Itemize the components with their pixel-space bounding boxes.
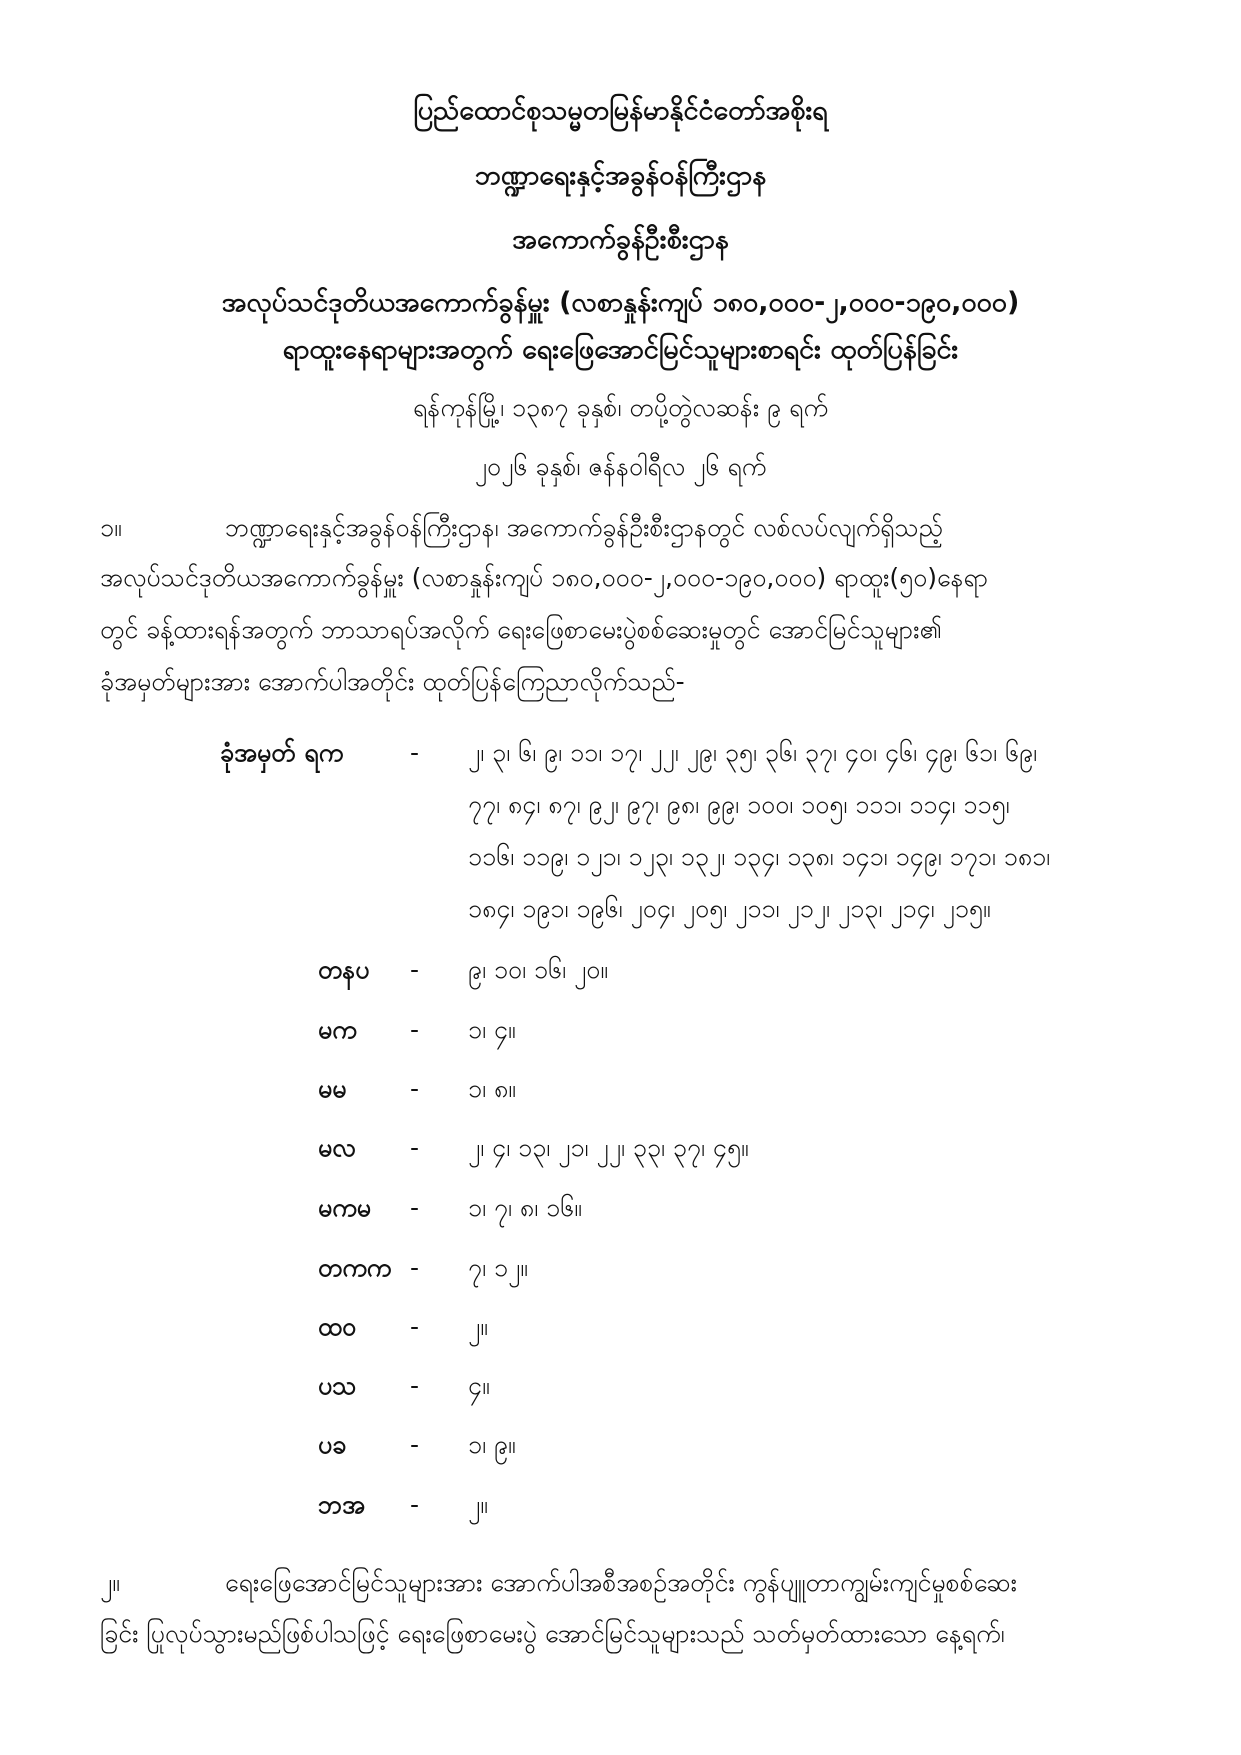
seat-row <box>0 1307 1241 1347</box>
header-position: အလုပ်သင်ဒုတိယအကောက်ခွန်မှူး (လစာနှုန်းကျပ် ၁၈၀,၀၀၀-၂,၀၀၀-၁၉၀,၀၀၀) <box>221 287 1020 318</box>
seat-row-numbers: ၁၊ ၈။ <box>468 1074 516 1103</box>
date-myanmar: ရန်ကုန်မြို့၊ ၁၃၈၇ ခုနှစ်၊ တပို့တွဲလဆန်း ၉ ရက် <box>413 393 828 422</box>
seat-row-label: မမ <box>318 1074 347 1103</box>
seat-row-dash: - <box>410 738 420 767</box>
seat-row-numbers: ၁၈၄၊ ၁၉၁၊ ၁၉၆၊ ၂၀၄၊ ၂၀၅၊ ၂၁၁၊ ၂၁၂၊ ၂၁၃၊ ၂၁၄၊ ၂၁၅။ <box>468 894 991 923</box>
seat-row-numbers: ၁၁၆၊ ၁၁၉၊ ၁၂၁၊ ၁၂၃၊ ၁၃၂၊ ၁၃၄၊ ၁၃၈၊ ၁၄၁၊ ၁၄၉၊ ၁၇၁၊ ၁၈၁၊ <box>468 842 1051 871</box>
seat-row-dash: - <box>410 1133 420 1162</box>
seat-row-numbers: ၉၊ ၁၀၊ ၁၆၊ ၂၀။ <box>468 955 608 984</box>
seat-row <box>0 950 1241 990</box>
seat-row-numbers: ၇၊ ၁၂။ <box>468 1253 528 1282</box>
seat-row-dash: - <box>410 1430 420 1459</box>
date-gregorian: ၂၀၂၆ ခုနှစ်၊ ဇန်နဝါရီလ ၂၆ ရက် <box>474 452 767 481</box>
para1-line3: တွင် ခန့်ထားရန်အတွက် ဘာသာရပ်အလိုက် ရေးဖြေစာမေးပွဲစစ်ဆေးမှုတွင် အောင်မြင်သူများ၏ <box>100 615 942 644</box>
seat-row <box>0 785 1241 825</box>
seat-row-dash: - <box>410 1193 420 1222</box>
seat-row <box>0 1425 1241 1465</box>
para1-number: ၁။ <box>100 513 122 542</box>
seat-row-label: မက <box>318 1015 357 1044</box>
seat-row-numbers: ၁၊ ၇၊ ၈၊ ၁၆။ <box>468 1193 582 1222</box>
seat-row-numbers: ၂၊ ၄၊ ၁၃၊ ၂၁၊ ၂၂၊ ၃၃၊ ၃၇၊ ၄၅။ <box>468 1133 749 1162</box>
para1-line1 <box>100 508 1152 548</box>
seat-row <box>0 1248 1241 1288</box>
seat-row <box>0 1366 1241 1406</box>
seat-row-dash: - <box>410 955 420 984</box>
seat-row-numbers: ၇၇၊ ၈၄၊ ၈၇၊ ၉၂၊ ၉၇၊ ၉၈၊ ၉၉၊ ၁၀၀၊ ၁၀၅၊ ၁၁၁၊ ၁၁၄၊ ၁၁၅၊ <box>468 790 1010 819</box>
seat-row-label: မလ <box>318 1133 356 1162</box>
seat-row-dash: - <box>410 1253 420 1282</box>
header-announcement-title: ရာထူးနေရာများအတွက် ရေးဖြေအောင်မြင်သူများစာရင်း ထုတ်ပြန်ခြင်း <box>282 334 959 365</box>
para2-line1-text: ရေးဖြေအောင်မြင်သူများအား အောက်ပါအစီအစဉ်အတိုင်း ကွန်ပျူတာကျွမ်းကျင်မှုစစ်ဆေး <box>225 1568 1017 1597</box>
seat-row-label: တကက <box>318 1253 392 1282</box>
seat-row <box>0 733 1241 773</box>
para2-line1 <box>100 1563 1152 1603</box>
seat-row-label: တနပ <box>318 955 370 984</box>
seat-row-dash: - <box>410 1015 420 1044</box>
seat-row <box>0 1069 1241 1109</box>
para1-line4: ခုံအမှတ်များအား အောက်ပါအတိုင်း ထုတ်ပြန်ကြေညာလိုက်သည်- <box>100 667 685 696</box>
para1-line1-text: ဘဏ္ဍာရေးနှင့်အခွန်ဝန်ကြီးဌာန၊ အကောက်ခွန်ဦးစီးဌာနတွင် လစ်လပ်လျက်ရှိသည့် <box>225 513 943 542</box>
seat-row-label: ထဝ <box>318 1312 357 1341</box>
seat-row-dash: - <box>410 1371 420 1400</box>
seat-row-label: ဘအ <box>318 1490 366 1519</box>
seat-row-label: မကမ <box>318 1193 372 1222</box>
para1-line2: အလုပ်သင်ဒုတိယအကောက်ခွန်မှူး (လစာနှုန်းကျပ် ၁၈၀,၀၀၀-၂,၀၀၀-၁၉၀,၀၀၀) ရာထူး(၅၀)နေရာ <box>100 563 989 592</box>
seat-row-numbers: ၁၊ ၉။ <box>468 1430 516 1459</box>
para2-line2: ခြင်း ပြုလုပ်သွားမည်ဖြစ်ပါသဖြင့် ရေးဖြေစာမေးပွဲ အောင်မြင်သူများသည် သတ်မှတ်ထားသော နေ့ရက်၊ <box>100 1619 1005 1648</box>
seat-row <box>0 1010 1241 1050</box>
header-department: အကောက်ခွန်ဦးစီးဌာန <box>512 224 729 255</box>
para2-number: ၂။ <box>100 1568 120 1597</box>
seat-row-label: ပခ <box>318 1430 347 1459</box>
seat-row-dash: - <box>410 1312 420 1341</box>
seat-row <box>0 889 1241 929</box>
seat-row-label: ပသ <box>318 1371 357 1400</box>
header-ministry: ဘဏ္ဍာရေးနှင့်အခွန်ဝန်ကြီးဌာန <box>474 160 767 191</box>
seat-row-numbers: ၄။ <box>468 1371 490 1400</box>
seat-row-dash: - <box>410 1074 420 1103</box>
seat-row <box>0 1188 1241 1228</box>
seat-row-numbers: ၂၊ ၃၊ ၆၊ ၉၊ ၁၁၊ ၁၇၊ ၂၂၊ ၂၉၊ ၃၅၊ ၃၆၊ ၃၇၊ ၄၀၊ ၄၆၊ ၄၉၊ ၆၁၊ ၆၉၊ <box>468 738 1038 767</box>
seat-row-numbers: ၂။ <box>468 1312 488 1341</box>
seat-row-numbers: ၂။ <box>468 1490 488 1519</box>
seat-row-label: ခုံအမှတ် ရက <box>220 738 344 767</box>
seat-row <box>0 837 1241 877</box>
seat-row-dash: - <box>410 1490 420 1519</box>
seat-row <box>0 1485 1241 1525</box>
header-government: ပြည်ထောင်စုသမ္မတမြန်မာနိုင်ငံတော်အစိုးရ <box>413 95 828 126</box>
seat-row <box>0 1128 1241 1168</box>
seat-row-numbers: ၁၊ ၄။ <box>468 1015 516 1044</box>
